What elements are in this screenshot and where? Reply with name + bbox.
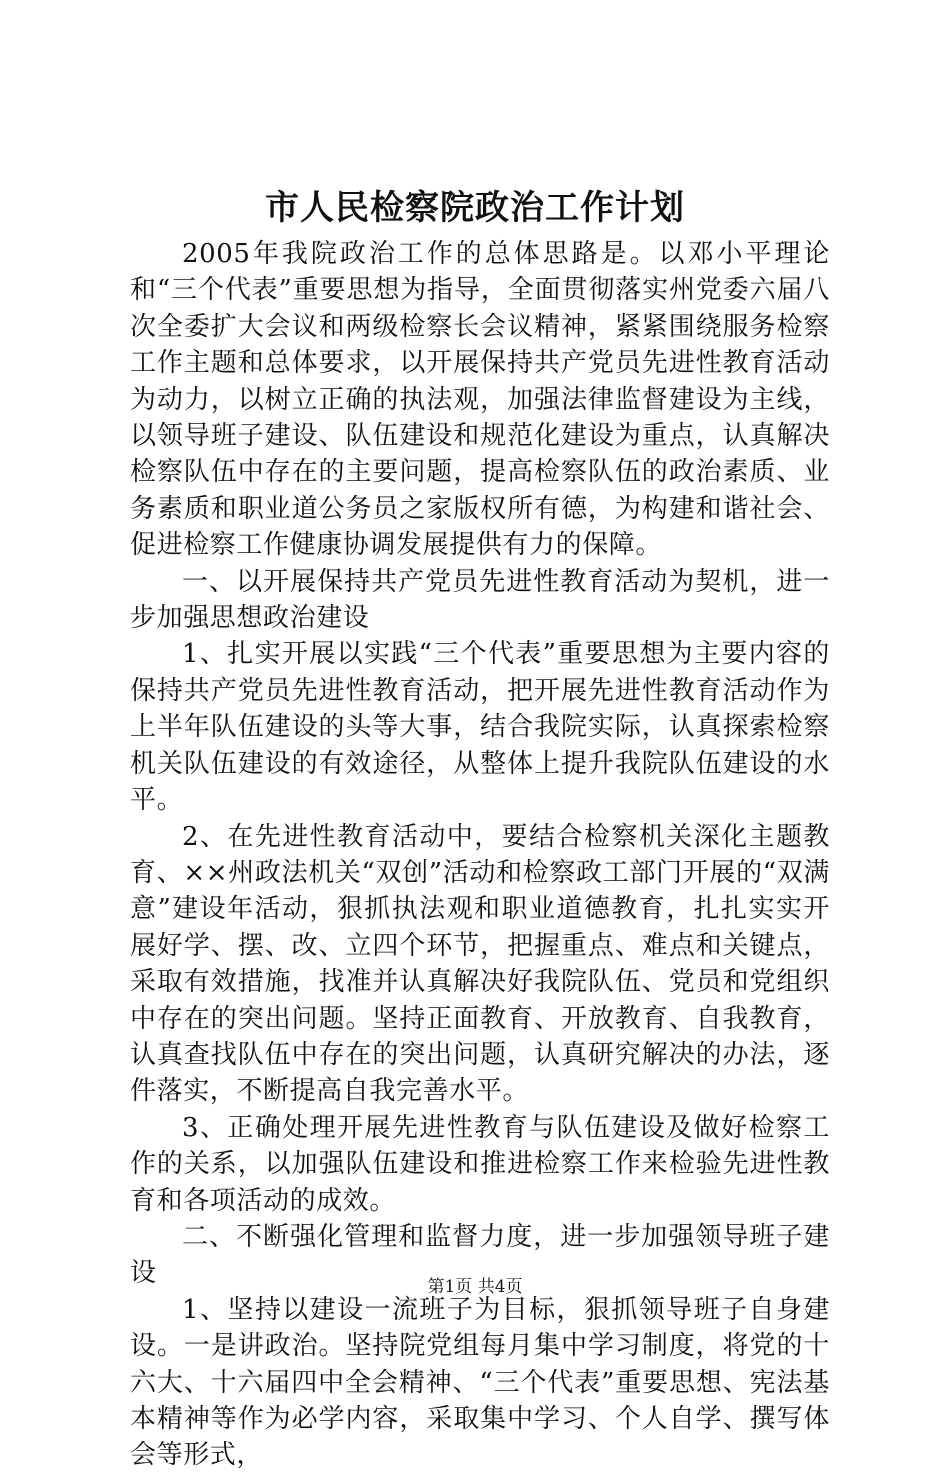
page-footer: 第1页 共4页 bbox=[427, 1277, 523, 1297]
paragraph-section-two-item-1: 1、坚持以建设一流班子为目标，狠抓领导班子自身建设。一是讲政治。坚持院党组每月集中学习制度，将党的十六大、十六届四中全会精神、“三个代表”重要思想、宪法基本精神等作为必学内容，采取集中学习、个人自学、撰写体会等形式， bbox=[130, 1294, 830, 1471]
paragraph-item-3: 3、正确处理开展先进性教育与队伍建设及做好检察工作的关系，以加强队伍建设和推进检察工作来检验先进性教育和各项活动的成效。 bbox=[130, 1112, 830, 1216]
paragraph-intro: 2005年我院政治工作的总体思路是。以邓小平理论和“三个代表”重要思想为指导，全面贯彻落实州党委六届八次全委扩大会议和两级检察长会议精神，紧紧围绕服务检察工作主题和总体要求，以开展保持共产党员先进性教育活动为动力，以树立正确的执法观，加强法律监督建设为主线，以领导班子建设、队伍建设和规范化建设为重点，认真解决检察队伍中存在的主要问题，提高检察队伍的政治素质、业务素质和职业道公务员之家版权所有德，为构建和谐社会、促进检察工作健康协调发展提供有力的保障。 bbox=[130, 239, 830, 561]
paragraph-item-2: 2、在先进性教育活动中，要结合检察机关深化主题教育、××州政法机关“双创”活动和检察政工部门开展的“双满意”建设年活动，狠抓执法观和职业道德教育，扎扎实实开展好学、摆、改、立四个环节，把握重点、难点和关键点，采取有效措施，找准并认真解决好我院队伍、党员和党组织中存在的突出问题。坚持正面教育、开放教育、自我教育，认真查找队伍中存在的突出问题，认真研究解决的办法，逐件落实，不断提高自我完善水平。 bbox=[130, 821, 830, 1107]
paragraph-item-1: 1、扎实开展以实践“三个代表”重要思想为主要内容的保持共产党员先进性教育活动，把开展先进性教育活动作为上半年队伍建设的头等大事，结合我院实际，认真探索检察机关队伍建设的有效途径，从整体上提升我院队伍建设的水平。 bbox=[130, 639, 830, 816]
heading-section-one: 一、以开展保持共产党员先进性教育活动为契机，进一步加强思想政治建设 bbox=[130, 566, 830, 634]
document-title: 市人民检察院政治工作计划 bbox=[265, 188, 685, 228]
heading-section-two: 二、不断强化管理和监督力度，进一步加强领导班子建设 bbox=[130, 1221, 830, 1289]
